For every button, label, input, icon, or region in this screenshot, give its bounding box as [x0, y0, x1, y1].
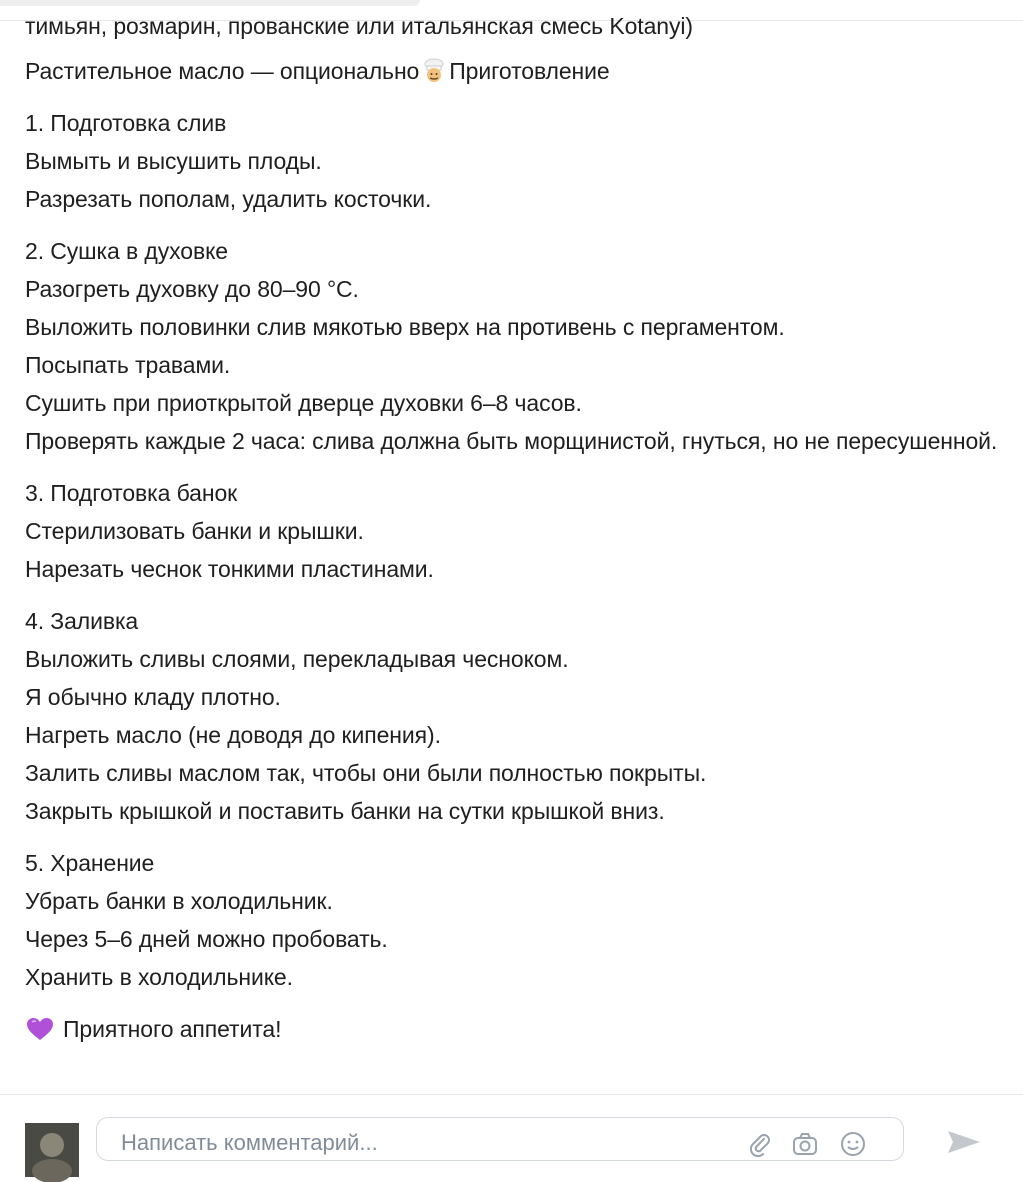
text-line: Нагреть масло (не доводя до кипения).	[25, 722, 441, 748]
chef-emoji-icon	[421, 58, 447, 84]
text-line: Вымыть и высушить плоды.	[25, 148, 322, 174]
closing-line	[25, 1010, 1005, 1048]
text-line: Выложить половинки слив мякотью вверх на противень с пергаментом.	[25, 314, 785, 340]
camera-icon[interactable]	[791, 1130, 819, 1158]
step-title: 5. Хранение	[25, 850, 155, 876]
step-title: 1. Подготовка слив	[25, 110, 227, 136]
step-title: 4. Заливка	[25, 608, 139, 634]
comment-input[interactable]	[96, 1117, 904, 1161]
cooking-heading: Приготовление	[449, 58, 610, 84]
text-line: Сушить при приоткрытой дверце духовки 6–8 часов.	[25, 390, 582, 416]
text-line: Закрыть крышкой и поставить банки на сутки крышкой вниз.	[25, 798, 665, 824]
closing-text: Приятного аппетита!	[63, 1016, 282, 1042]
text-line: Выложить сливы слоями, перекладывая чесноком.	[25, 646, 569, 672]
text-line: Нарезать чеснок тонкими пластинами.	[25, 556, 434, 582]
avatar[interactable]	[25, 1123, 79, 1177]
avatar-image	[25, 1123, 79, 1177]
text-line: Я обычно кладу плотно.	[25, 684, 281, 710]
purple-heart-emoji-icon	[25, 1016, 55, 1042]
text-line: Разогреть духовку до 80–90 °C.	[25, 276, 359, 302]
text-line: Через 5–6 дней можно пробовать.	[25, 926, 388, 952]
paperclip-icon[interactable]	[745, 1130, 773, 1158]
text-line: Убрать банки в холодильник.	[25, 888, 333, 914]
emoji-icon[interactable]	[839, 1130, 867, 1158]
oil-text: Растительное масло — опционально	[25, 58, 420, 84]
text-line: Хранить в холодильнике.	[25, 964, 293, 990]
text-line: Разрезать пополам, удалить косточки.	[25, 186, 432, 212]
comment-placeholder: Написать комментарий...	[121, 1130, 378, 1155]
step-title: 3. Подготовка банок	[25, 480, 238, 506]
send-icon[interactable]	[944, 1127, 984, 1157]
step-title: 2. Сушка в духовке	[25, 238, 228, 264]
text-line	[25, 52, 1005, 90]
post-text	[25, 14, 1005, 1048]
text-line: Стерилизовать банки и крышки.	[25, 518, 364, 544]
text-line: Залить сливы маслом так, чтобы они были полностью покрыты.	[25, 760, 707, 786]
text-line: Проверять каждые 2 часа: слива должна быть морщинистой, гнуться, но не пересушенной.	[25, 428, 998, 454]
text-line: тимьян, розмарин, прованские или итальянская смесь Kotanyi)	[25, 13, 693, 39]
comment-bar	[0, 1094, 1023, 1155]
text-line: Посыпать травами.	[25, 352, 231, 378]
